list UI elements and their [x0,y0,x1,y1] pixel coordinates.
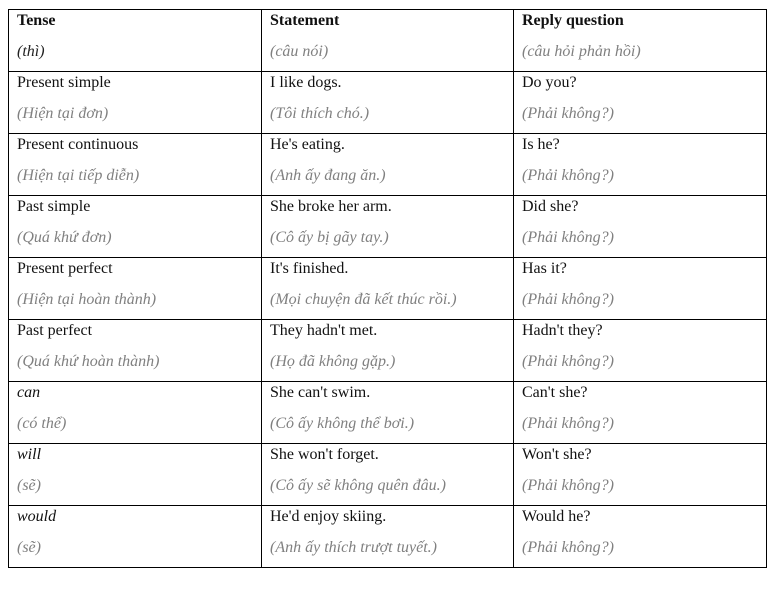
statement-text: They hadn't met. [270,322,378,339]
reply-cell [514,444,767,506]
statement-cell [262,382,514,444]
tense-name: Present simple [17,74,111,91]
header-tense-label: Tense [17,12,56,29]
tense-cell [9,382,262,444]
reply-translation: (Phải không?) [522,415,614,432]
statement-text: She broke her arm. [270,198,392,215]
statement-translation: (Họ đã không gặp.) [270,353,396,370]
tense-translation: (có thể) [17,415,67,432]
reply-text: Is he? [522,136,560,153]
reply-text: Would he? [522,508,591,525]
statement-translation: (Anh ấy đang ăn.) [270,167,386,184]
statement-translation: (Cô ấy bị gãy tay.) [270,229,389,246]
reply-cell [514,196,767,258]
tense-name: can [17,384,41,401]
header-reply-label: Reply question [522,12,624,29]
header-cell-reply [514,10,767,72]
statement-cell [262,72,514,134]
statement-cell [262,320,514,382]
tense-name: Present perfect [17,260,113,277]
reply-text: Has it? [522,260,567,277]
header-statement-label: Statement [270,12,340,29]
statement-cell [262,196,514,258]
tense-translation: (sẽ) [17,539,41,556]
statement-text: I like dogs. [270,74,342,91]
tense-name: would [17,508,57,525]
reply-translation: (Phải không?) [522,353,614,370]
reply-cell [514,134,767,196]
table-row [9,72,767,134]
statement-translation: (Cô ấy không thể bơi.) [270,415,415,432]
reply-questions-table [8,9,767,568]
statement-translation: (Mọi chuyện đã kết thúc rồi.) [270,291,457,308]
statement-translation: (Anh ấy thích trượt tuyết.) [270,539,437,556]
tense-cell [9,134,262,196]
reply-cell [514,320,767,382]
statement-translation: (Cô ấy sẽ không quên đâu.) [270,477,446,494]
statement-cell [262,134,514,196]
statement-text: She won't forget. [270,446,379,463]
header-cell-tense [9,10,262,72]
header-tense-translation: (thì) [17,43,45,60]
reply-cell [514,506,767,568]
tense-name: Present continuous [17,136,139,153]
reply-translation: (Phải không?) [522,477,614,494]
reply-translation: (Phải không?) [522,167,614,184]
tense-translation: (sẽ) [17,477,41,494]
tense-cell [9,320,262,382]
statement-text: It's finished. [270,260,349,277]
reply-translation: (Phải không?) [522,229,614,246]
reply-translation: (Phải không?) [522,539,614,556]
statement-text: She can't swim. [270,384,371,401]
tense-name: Past perfect [17,322,93,339]
reply-cell [514,258,767,320]
reply-text: Can't she? [522,384,588,401]
reply-text: Did she? [522,198,579,215]
tense-translation: (Hiện tại tiếp diễn) [17,167,140,184]
statement-cell [262,506,514,568]
table-row [9,506,767,568]
statement-text: He'd enjoy skiing. [270,508,387,525]
table-row [9,444,767,506]
reply-translation: (Phải không?) [522,105,614,122]
tense-translation: (Hiện tại đơn) [17,105,109,122]
tense-cell [9,72,262,134]
table-row [9,382,767,444]
tense-cell [9,506,262,568]
reply-translation: (Phải không?) [522,291,614,308]
statement-cell [262,444,514,506]
table-row [9,258,767,320]
tense-cell [9,258,262,320]
reply-text: Do you? [522,74,577,91]
statement-translation: (Tôi thích chó.) [270,105,370,122]
statement-cell [262,258,514,320]
tense-name: will [17,446,42,463]
tense-translation: (Quá khứ hoàn thành) [17,353,160,370]
reply-text: Won't she? [522,446,592,463]
reply-text: Hadn't they? [522,322,603,339]
statement-text: He's eating. [270,136,345,153]
table-row [9,196,767,258]
tense-translation: (Hiện tại hoàn thành) [17,291,157,308]
header-reply-translation: (câu hỏi phản hồi) [522,43,641,60]
table-row [9,320,767,382]
header-cell-statement [262,10,514,72]
table-row [9,134,767,196]
tense-name: Past simple [17,198,91,215]
tense-cell [9,196,262,258]
header-statement-translation: (câu nói) [270,43,329,60]
reply-cell [514,72,767,134]
tense-translation: (Quá khứ đơn) [17,229,112,246]
table-header-row [9,10,767,72]
reply-cell [514,382,767,444]
tense-cell [9,444,262,506]
